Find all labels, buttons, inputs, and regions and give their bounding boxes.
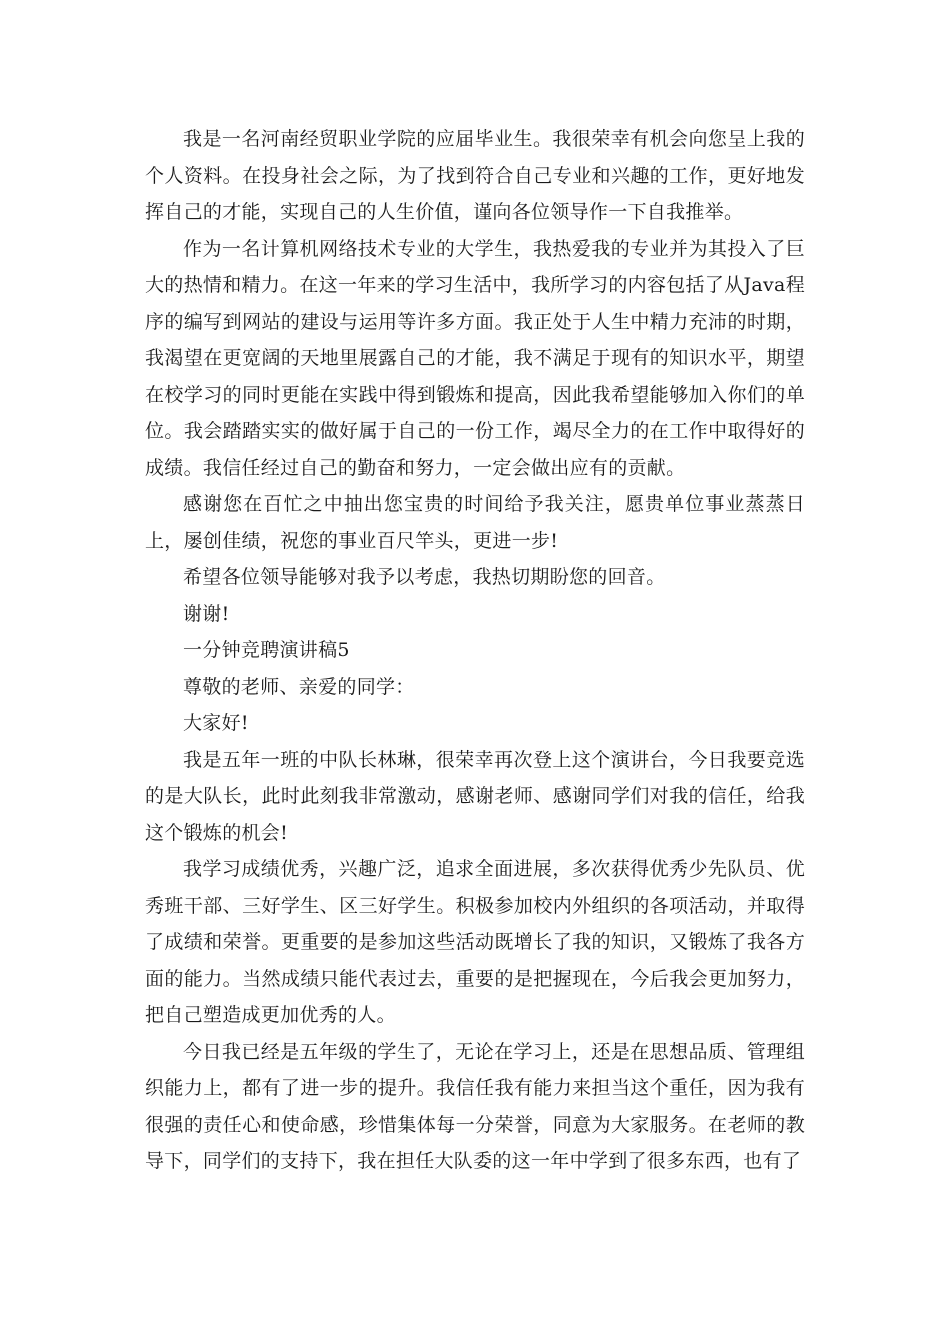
- paragraph-major: 作为一名计算机网络技术专业的大学生，我热爱我的专业并为其投入了巨大的热情和精力。在这一年来的学习生活中，我所学习的内容包括了从Java程序的编写到网站的建设与运用等许多方面。我正处于人生中精力充沛的时期，我渴望在更宽阔的天地里展露自己的才能，我不满足于现有的知识水平，期望在校学习的同时更能在实践中得到锻炼和提高，因此我希望能够加入你们的单位。我会踏踏实实的做好属于自己的一份工作，竭尽全力的在工作中取得好的成绩。我信任经过自己的勤奋和努力，一定会做出应有的贡献。: [145, 237, 805, 479]
- greeting: 大家好!: [183, 712, 249, 734]
- paragraph-self-intro: 我是一名河南经贸职业学院的应届毕业生。我很荣幸有机会向您呈上我的个人资料。在投身社会之际，为了找到符合自己专业和兴趣的工作，更好地发挥自己的才能，实现自己的人生价值，谨向各位领导作一下自我推举。: [145, 128, 805, 223]
- paragraph-hope: 希望各位领导能够对我予以考虑，我热切期盼您的回音。: [183, 566, 666, 588]
- salutation: 尊敬的老师、亲爱的同学：: [183, 675, 415, 698]
- document-body: [145, 121, 805, 1180]
- paragraph-achievements: 我学习成绩优秀，兴趣广泛，追求全面进展，多次获得优秀少先队员、优秀班干部、三好学生、区三好学生。积极参加校内外组织的各项活动，并取得了成绩和荣誉。更重要的是参加这些活动既增长了我的知识，又锻炼了我各方面的能力。当然成绩只能代表过去，重要的是把握现在，今后我会更加努力，把自己塑造成更加优秀的人。: [145, 858, 805, 1026]
- paragraph-thanks: 感谢您在百忙之中抽出您宝贵的时间给予我关注，愿贵单位事业蒸蒸日上，屡创佳绩，祝您的事业百尺竿头，更进一步!: [145, 493, 805, 552]
- paragraph-thank-you: 谢谢!: [183, 602, 230, 625]
- paragraph-candidate-intro: 我是五年一班的中队长林琳，很荣幸再次登上这个演讲台，今日我要竞选的是大队长，此时此刻我非常激动，感谢老师、感谢同学们对我的信任，给我这个锻炼的机会!: [145, 748, 805, 844]
- section-title: 一分钟竞聘演讲稿5: [183, 639, 350, 661]
- paragraph-growth: 今日我已经是五年级的学生了，无论在学习上，还是在思想品质、管理组织能力上，都有了进一步的提升。我信任我有能力来担当这个重任，因为我有很强的责任心和使命感，珍惜集体每一分荣誉，同意为大家服务。在老师的教导下，同学们的支持下，我在担任大队委的这一年中学到了很多东西，也有了: [145, 1040, 805, 1172]
